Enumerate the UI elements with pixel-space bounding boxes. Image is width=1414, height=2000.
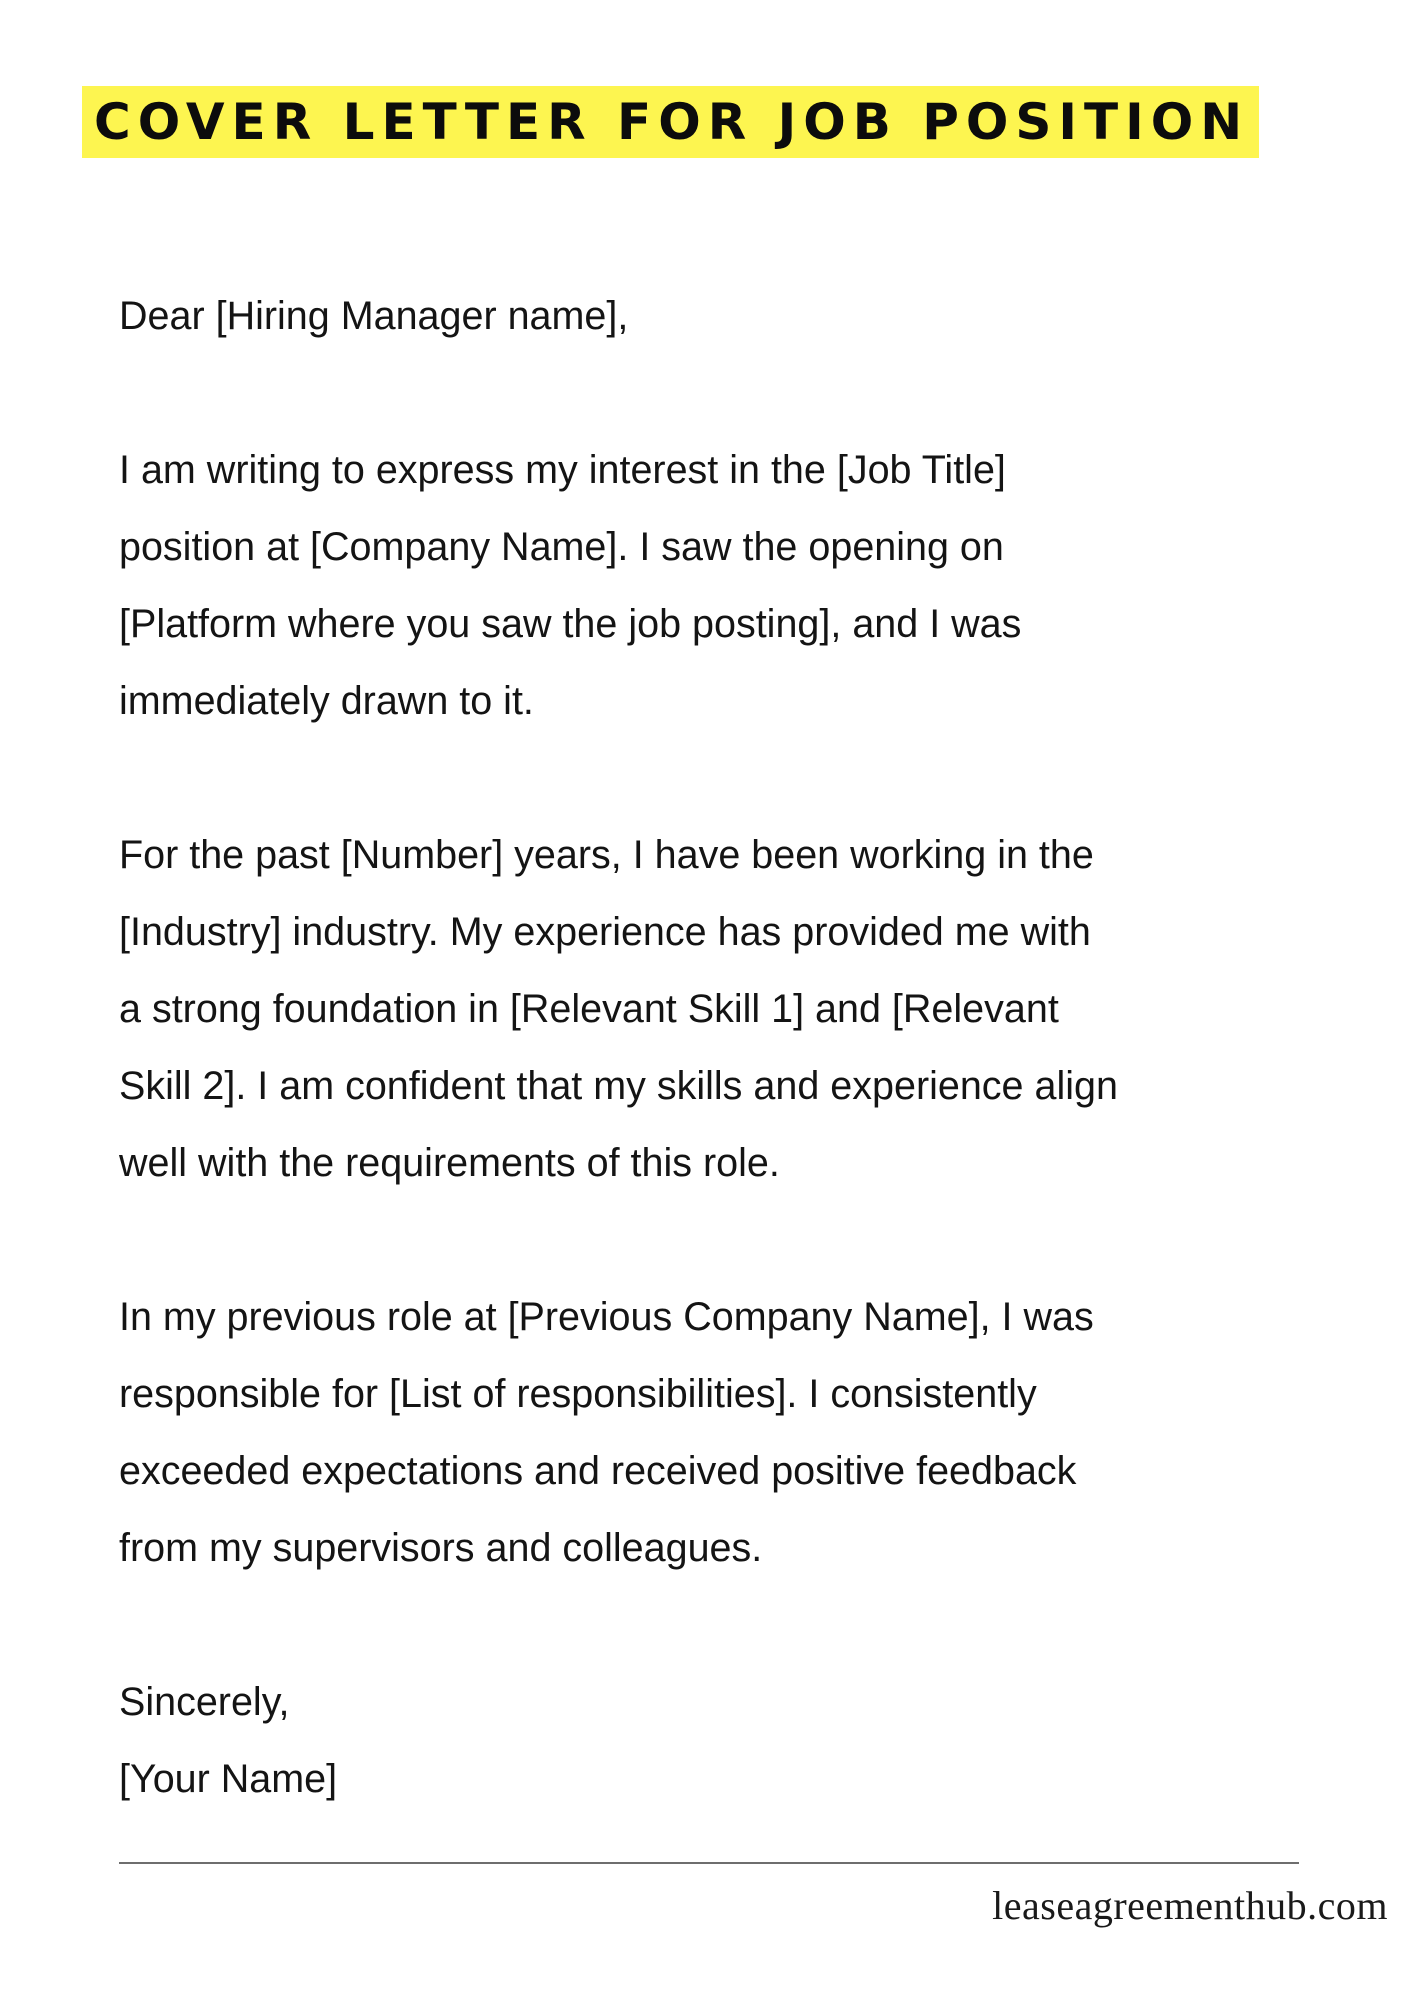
paragraph-line: In my previous role at [Previous Company Name], I was <box>119 1295 1094 1339</box>
paragraph-line: from my supervisors and colleagues. <box>119 1526 763 1570</box>
footer-divider <box>119 1862 1299 1864</box>
letter-body <box>119 278 1369 1818</box>
document-title: COVER LETTER FOR JOB POSITION <box>94 93 1250 151</box>
paragraph-line: responsible for [List of responsibilities]. I consistently <box>119 1372 1037 1416</box>
paragraph-line: [Industry] industry. My experience has provided me with <box>119 910 1091 954</box>
paragraph-line: immediately drawn to it. <box>119 679 534 723</box>
paragraph-line: For the past [Number] years, I have been working in the <box>119 833 1094 877</box>
paragraph-line: a strong foundation in [Relevant Skill 1] and [Relevant <box>119 987 1059 1031</box>
paragraph-line: [Platform where you saw the job posting], and I was <box>119 602 1022 646</box>
paragraph-line: position at [Company Name]. I saw the opening on <box>119 525 1004 569</box>
footer-website: leaseagreementhub.com <box>992 1883 1388 1928</box>
title-highlight <box>82 86 1259 158</box>
paragraph-1 <box>119 432 1369 740</box>
paragraph-3 <box>119 1279 1369 1587</box>
greeting: Dear [Hiring Manager name], <box>119 294 629 338</box>
paragraph-line: Skill 2]. I am confident that my skills and experience align <box>119 1064 1118 1108</box>
closing: Sincerely, <box>119 1680 290 1724</box>
paragraph-line: exceeded expectations and received positive feedback <box>119 1449 1077 1493</box>
paragraph-line: well with the requirements of this role. <box>119 1141 780 1185</box>
signature: [Your Name] <box>119 1757 338 1801</box>
paragraph-2 <box>119 817 1369 1202</box>
paragraph-line: I am writing to express my interest in the [Job Title] <box>119 448 1006 492</box>
